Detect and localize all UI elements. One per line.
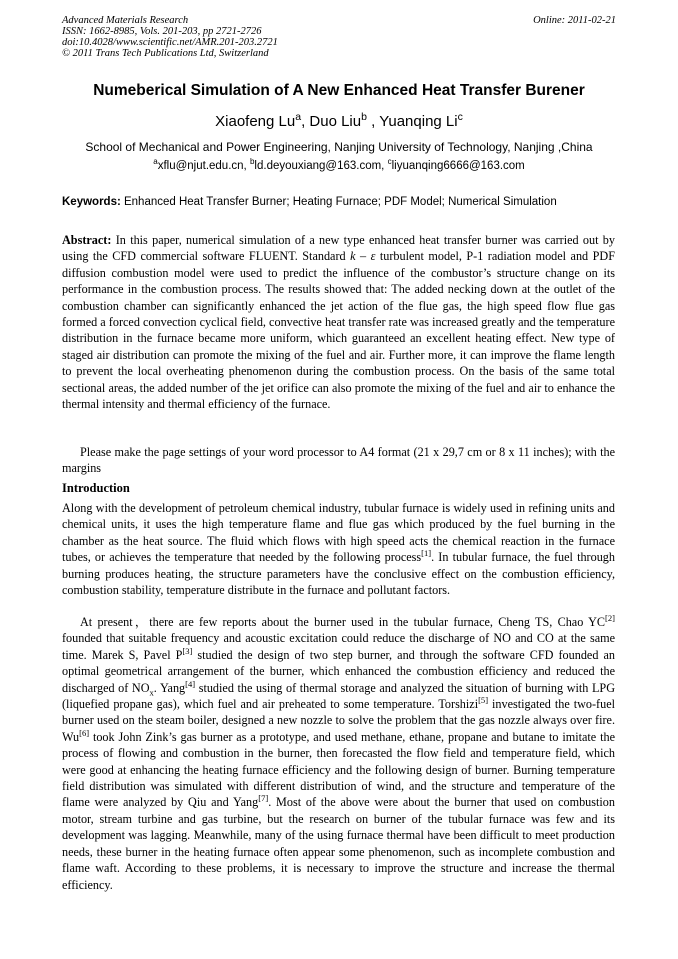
online-date: Online: 2011-02-21	[533, 15, 616, 26]
paragraph-text: studied the design of two step burner, and through the software CFD founded an optimal geometrical arrangement of the burner, which enhanced the combustion efficiency and reduced the discharged of NO	[62, 647, 615, 695]
abstract	[62, 232, 615, 412]
paragraph-text: studied the using of thermal storage and analyzed the situation of burning with LPG (liquefied propane gas), which fuel and air preheated to some temperature. Torshizi	[62, 680, 615, 712]
author-affil-mark: c	[457, 111, 463, 123]
abstract-text: turbulent model, P-1 radiation model and PDF diffusion combustion model were used to predict the influence of the combustor’s structure change on its performance in the combustion process. The results showed that: The added necking down at the outlet of the combustion chamber can significantly enhanced the jet action of the flue gas, the high speed flow flue gas formed a forced convection cyclical field, convective heat transfer rate was increased greatly and the temperature distribution in the furnace became more uniform, which guaranteed an excellent heating effect. New type of staged air distribution can promote the mixing of the fuel and air. Further more, it can improve the flame length to prevent the local overheating phenomenon during the combustion process. On the basis of the same total sectional areas, the added number of the jet orifice can also promote the mixing of the fuel and air to enhance the thermal intensity and thermal efficiency of the furnace.	[62, 249, 615, 412]
paragraph-text: founded that suitable frequency and acoustic excitation could reduce the discharge of NO and CO at the same time. Marek S, Pavel P	[62, 631, 615, 662]
keywords-label: Keywords:	[62, 196, 121, 208]
citation-ref[interactable]: [7]	[258, 793, 269, 804]
paragraph-text: investigated the two-fuel burner used on the steam boiler, designed a new nozzle to solve the problem that the gas nozzle always over fire. Wu	[62, 697, 615, 744]
citation-ref[interactable]: [1]	[421, 548, 432, 559]
paragraph-text: . Yang	[153, 680, 186, 695]
math-symbol: k – ε	[350, 249, 376, 264]
keywords-text: Enhanced Heat Transfer Burner; Heating Furnace; PDF Model; Numerical Simulation	[120, 196, 557, 208]
journal-doi: doi:10.4028/www.scientific.net/AMR.201-203.2721	[62, 37, 278, 48]
paragraph-text: At present，there are few reports about the burner used in the tubular furnace, Cheng TS, Chao YC	[80, 615, 606, 629]
email-mark: b	[249, 157, 255, 167]
author-affil-mark: b	[361, 111, 367, 123]
paragraph-text: Along with the development of petroleum chemical industry, tubular furnace is widely used in refining units and chemical units, it uses the high temperature flame and flue gas which produced by the fuel burning in the chamber as the heat source. The fluid which flows with high speed acts the chemical reaction in the furnace tubes, or achieves the temperature that needed by the following process	[62, 501, 615, 565]
journal-issn: ISSN: 1662-8985, Vols. 201-203, pp 2721-2726	[62, 26, 262, 37]
citation-ref[interactable]: [5]	[478, 694, 489, 705]
affiliation: School of Mechanical and Power Engineering, Nanjing University of Technology, Nanjing ,China	[85, 140, 593, 154]
email-mark: c	[387, 157, 392, 167]
citation-ref[interactable]: [2]	[605, 612, 615, 623]
citation-ref[interactable]: [4]	[185, 678, 196, 689]
intro-paragraph	[62, 614, 615, 893]
email-address[interactable]: xflu@njut.edu.cn,	[157, 160, 250, 172]
author-name: Xiaofeng Lu	[215, 113, 296, 130]
intro-paragraph	[62, 500, 615, 598]
paragraph-text: . In tubular furnace, the fuel through burning produces heating, the structure parameters have the conclusive effect on the combustion efficiency, combustion stability, temperature distribute in the furnace and pollutant factors.	[62, 550, 615, 598]
abstract-label: Abstract:	[62, 233, 112, 247]
email-address[interactable]: liyuanqing6666@163.com	[391, 160, 525, 172]
section-heading: Introduction	[62, 481, 130, 495]
paper-title: Numeberical Simulation of A New Enhanced Heat Transfer Burener	[93, 82, 585, 99]
page-settings-note: Please make the page settings of your word processor to A4 format (21 x 29,7 cm or 8 x 11 inches); with the margins	[62, 445, 615, 476]
email-list	[0, 157, 678, 172]
journal-copyright: © 2011 Trans Tech Publications Ltd, Switzerland	[62, 48, 269, 59]
journal-header	[62, 15, 616, 59]
author-name: Yuanqing Li	[379, 113, 458, 130]
author-separator: ,	[366, 113, 380, 130]
journal-name: Advanced Materials Research	[62, 15, 189, 26]
paragraph-text: took John Zink’s gas burner as a prototype, and used methane, ethane, propane and butane to imitate the process of flowing and combustion in the burner, then forecasted the flow field and temperature field, which were good at enhancing the heating furnace efficiency and the following design of burner. Burning temperature field distribution was simulated with different distribution of wind, and the structure and temperature of the flame were analyzed by Qiu and Yang	[62, 729, 615, 810]
abstract-text: In this paper, numerical simulation of a new type enhanced heat transfer burner was carried out by using the CFD commercial software FLUENT. Standard	[62, 233, 615, 264]
email-address[interactable]: ld.deyouxiang@163.com,	[254, 160, 388, 172]
keywords	[62, 196, 622, 208]
subscript: x	[149, 687, 154, 698]
citation-ref[interactable]: [6]	[79, 727, 90, 738]
author-name: Duo Liu	[309, 113, 362, 130]
citation-ref[interactable]: [3]	[182, 645, 193, 656]
author-separator: ,	[301, 113, 310, 130]
author-affil-mark: a	[295, 111, 302, 123]
email-mark: a	[153, 157, 158, 167]
paragraph-text: . Most of the above were about the burner that used on combustion motor, stream turbine and gas turbine, but the research on burner of the tubular furnace was few and its development was lagging. Meanwhile, many of the using furnace thermal have been difficult to meet production needs, these burner in the heating furnace often appear some phenomenon, such as incomplete combustion and flame waft. According to these problems, it is necessary to improve the structure and increase the thermal efficiency.	[62, 795, 615, 892]
author-list	[0, 113, 678, 130]
